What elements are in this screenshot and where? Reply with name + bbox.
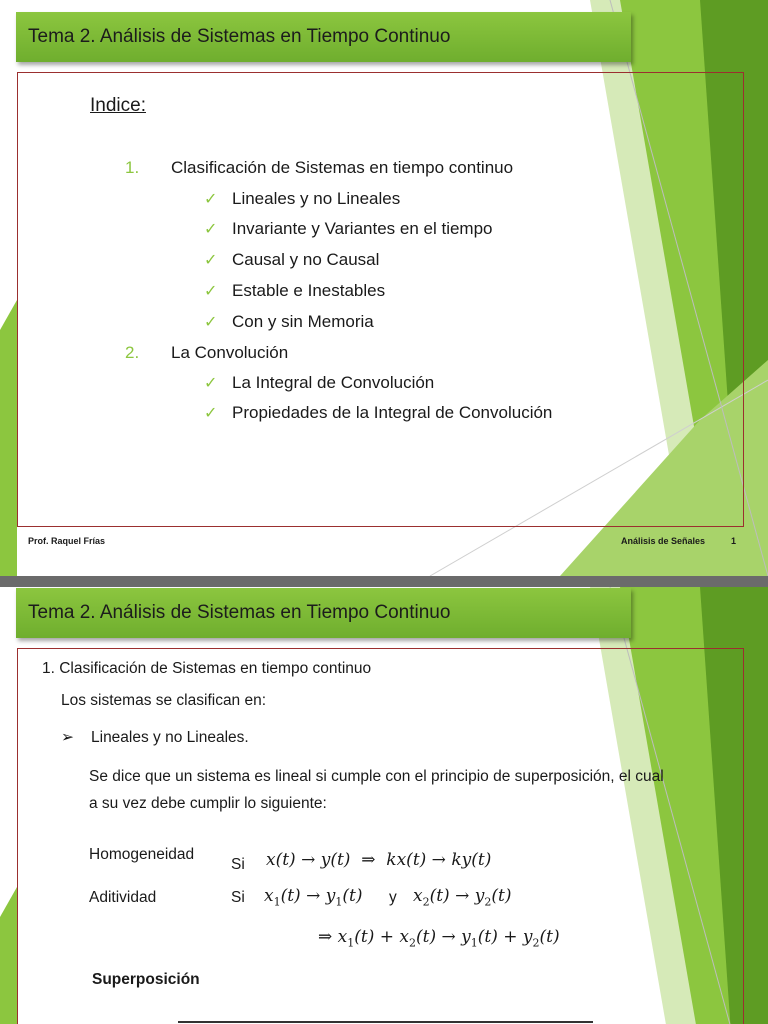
- check-icon: ✓: [204, 375, 218, 392]
- check-icon: ✓: [204, 252, 218, 269]
- list-item: [204, 219, 493, 239]
- item-text: Lineales y no Lineales: [232, 189, 401, 208]
- section-heading: 1. Clasificación de Sistemas en tiempo continuo: [42, 660, 372, 677]
- item-text: Con y sin Memoria: [232, 312, 374, 331]
- item-text: Invariante y Variantes en el tiempo: [232, 219, 493, 238]
- si-label: Si: [231, 889, 245, 906]
- list-item: [204, 250, 379, 270]
- list-item: [204, 312, 374, 332]
- superposition-label: Superposición: [92, 971, 200, 988]
- list-item: [125, 158, 513, 178]
- list-item: [204, 373, 434, 393]
- item-text: Causal y no Causal: [232, 250, 380, 269]
- additivity-formula-2: $x_2(t) \to y_2(t)$: [413, 886, 512, 909]
- list-item: [204, 403, 552, 423]
- si-label: Si: [231, 856, 245, 873]
- item-text: Estable e Inestables: [232, 281, 386, 300]
- homogeneity-formula: x(t) → y(t) ⇒ kx(t) → ky(t): [266, 850, 492, 870]
- paragraph-line: a su vez debe cumplir lo siguiente:: [89, 795, 327, 812]
- footer-course: Análisis de Señales: [621, 536, 706, 546]
- additivity-formula-3: ⇒ $x_1(t) + x_2(t) \to y_1(t) + y_2(t)$: [318, 927, 560, 950]
- additivity-label: Aditividad: [89, 889, 157, 906]
- list-item: [204, 281, 385, 301]
- check-icon: ✓: [204, 221, 218, 238]
- paragraph-line: Se dice que un sistema es lineal si cumple con el principio de superposición, el cual: [89, 768, 664, 785]
- list-item: [204, 189, 400, 209]
- item-text: La Convolución: [171, 343, 289, 362]
- item-text: Propiedades de la Integral de Convolución: [232, 403, 553, 422]
- bullet-text: Lineales y no Lineales.: [91, 729, 249, 746]
- y-conjunction: y: [389, 889, 397, 906]
- check-icon: ✓: [204, 191, 218, 208]
- arrow-bullet-icon: ➢: [61, 729, 74, 746]
- slide-title: Tema 2. Análisis de Sistemas en Tiempo Continuo: [16, 12, 631, 62]
- item-text: Clasificación de Sistemas en tiempo continuo: [171, 158, 514, 177]
- check-icon: ✓: [204, 314, 218, 331]
- check-icon: ✓: [204, 283, 218, 300]
- item-text: La Integral de Convolución: [232, 373, 435, 392]
- list-item: [125, 343, 288, 363]
- slide-separator: [0, 576, 768, 587]
- page-number: 1: [731, 536, 737, 546]
- formula-box-top-edge: [178, 1021, 593, 1023]
- footer-author: Prof. Raquel Frías: [28, 536, 106, 546]
- bullet-item: [61, 728, 249, 747]
- item-number: 2.: [125, 343, 140, 362]
- additivity-formula-1: $x_1(t) \to y_1(t)$: [264, 886, 363, 909]
- index-heading: Indice:: [90, 95, 146, 116]
- slide-title: Tema 2. Análisis de Sistemas en Tiempo Continuo: [16, 588, 631, 638]
- homogeneity-label: Homogeneidad: [89, 846, 195, 863]
- item-number: 1.: [125, 158, 140, 177]
- check-icon: ✓: [204, 405, 218, 422]
- intro-text: Los sistemas se clasifican en:: [61, 692, 267, 709]
